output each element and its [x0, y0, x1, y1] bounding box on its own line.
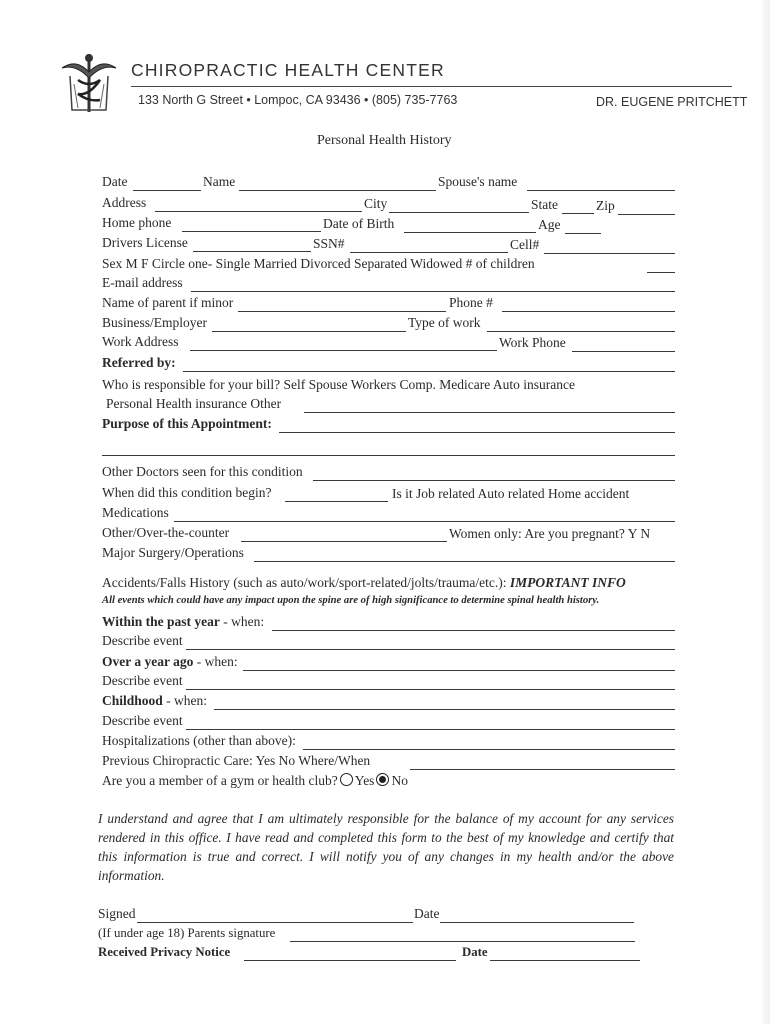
referred-by-label: Referred by: — [102, 355, 176, 370]
accidents-text: Accidents/Falls History (such as auto/work/sport-related/jolts/trauma/etc.): — [102, 575, 510, 590]
other-doctors-field[interactable] — [313, 480, 675, 481]
past-year-when-field[interactable] — [272, 630, 675, 631]
drivers-license-field[interactable] — [193, 251, 311, 252]
over-year-label: Over a year ago — [102, 654, 194, 669]
gym-no-label: No — [391, 773, 408, 788]
address-label: Address — [102, 195, 147, 210]
important-info: IMPORTANT INFO — [509, 575, 626, 590]
surgery-field[interactable] — [254, 561, 675, 562]
childhood-describe-label: Describe event — [102, 713, 183, 728]
childhood-when: - when: — [162, 693, 208, 708]
parent-label: Name of parent if minor — [102, 295, 234, 310]
type-of-work-field[interactable] — [487, 331, 675, 332]
gym-no-radio[interactable] — [376, 773, 389, 786]
employer-field[interactable] — [212, 331, 406, 332]
logo — [58, 50, 120, 116]
past-year-describe-label: Describe event — [102, 633, 183, 648]
cell-field[interactable] — [544, 253, 675, 254]
spouse-name-field[interactable] — [527, 190, 675, 191]
past-year-when: - when: — [219, 614, 265, 629]
medications-label: Medications — [102, 505, 169, 520]
address-field[interactable] — [155, 211, 362, 212]
parents-sig-label: (If under age 18) Parents signature — [98, 926, 276, 940]
dob-field[interactable] — [404, 232, 536, 233]
state-field[interactable] — [562, 213, 594, 214]
email-field[interactable] — [191, 291, 675, 292]
childhood-describe-field[interactable] — [186, 729, 675, 730]
children-field[interactable] — [647, 272, 675, 273]
sex-marital-row[interactable]: Sex M F Circle one- Single Married Divorced Separated Widowed # of children — [102, 256, 535, 271]
gym-question: Are you a member of a gym or health club? — [102, 773, 338, 788]
name-field[interactable] — [239, 190, 436, 191]
work-phone-field[interactable] — [572, 351, 675, 352]
home-phone-label: Home phone — [102, 215, 172, 230]
work-address-label: Work Address — [102, 334, 179, 349]
state-label: State — [531, 197, 558, 212]
work-phone-label: Work Phone — [499, 335, 566, 350]
when-begin-field[interactable] — [285, 501, 388, 502]
doctor-name: DR. EUGENE PRITCHETT — [596, 95, 748, 109]
when-begin-label: When did this condition begin? — [102, 485, 272, 500]
parents-sig-field[interactable] — [290, 941, 635, 942]
privacy-field[interactable] — [244, 960, 456, 961]
ssn-label: SSN# — [313, 236, 345, 251]
purpose-field-2[interactable] — [102, 455, 675, 456]
date-field[interactable] — [133, 190, 201, 191]
medications-field[interactable] — [174, 521, 675, 522]
drivers-license-label: Drivers License — [102, 235, 188, 250]
privacy-date-label: Date — [462, 945, 488, 959]
gym-row — [102, 773, 408, 789]
referred-by-field[interactable] — [183, 371, 675, 372]
other-doctors-label: Other Doctors seen for this condition — [102, 464, 303, 479]
home-phone-field[interactable] — [182, 231, 321, 232]
childhood-label: Childhood — [102, 693, 163, 708]
phone-label: Phone # — [449, 295, 493, 310]
accidents-label — [102, 575, 626, 591]
parent-field[interactable] — [238, 311, 446, 312]
zip-field[interactable] — [618, 214, 675, 215]
over-year-when: - when: — [193, 654, 238, 669]
childhood-when-field[interactable] — [214, 709, 675, 710]
city-field[interactable] — [389, 212, 529, 213]
org-name: CHIROPRACTIC HEALTH CENTER — [131, 60, 445, 80]
hospitalizations-label: Hospitalizations (other than above): — [102, 733, 296, 748]
age-field[interactable] — [565, 233, 601, 234]
purpose-label: Purpose of this Appointment: — [102, 416, 272, 431]
age-label: Age — [538, 217, 561, 232]
past-year-row — [102, 614, 264, 630]
employer-label: Business/Employer — [102, 315, 207, 330]
zip-label: Zip — [596, 198, 615, 213]
spouse-name-label: Spouse's name — [438, 174, 518, 189]
dob-label: Date of Birth — [323, 216, 395, 231]
privacy-date-field[interactable] — [490, 960, 640, 961]
purpose-field[interactable] — [279, 432, 675, 433]
gym-yes-label: Yes — [354, 773, 375, 788]
prev-chiro-field[interactable] — [410, 769, 675, 770]
past-year-label: Within the past year — [102, 614, 220, 629]
signed-label: Signed — [98, 906, 136, 921]
responsible-row[interactable]: Who is responsible for your bill? Self Spouse Workers Comp. Medicare Auto insurance — [102, 377, 575, 392]
caduceus-emblem-icon — [58, 50, 120, 116]
prev-chiro-row[interactable]: Previous Chiropractic Care: Yes No Where/When — [102, 753, 371, 768]
pregnant-row[interactable]: Women only: Are you pregnant? Y N — [449, 526, 651, 541]
surgery-label: Major Surgery/Operations — [102, 545, 244, 560]
city-label: City — [364, 196, 388, 211]
hospitalizations-field[interactable] — [303, 749, 675, 750]
date-label: Date — [102, 174, 128, 189]
gym-yes-radio[interactable] — [340, 773, 353, 786]
email-label: E-mail address — [102, 275, 183, 290]
work-address-field[interactable] — [190, 350, 497, 351]
name-label: Name — [203, 174, 236, 189]
accidents-note: All events which could have any impact upon the spine are of high significance to determine spinal health history. — [102, 595, 600, 606]
sign-date-label: Date — [414, 906, 440, 921]
header-rule — [131, 86, 732, 87]
over-year-row — [102, 654, 238, 670]
type-of-work-label: Type of work — [408, 315, 481, 330]
over-year-describe-label: Describe event — [102, 673, 183, 688]
personal-insurance-field[interactable] — [304, 412, 675, 413]
privacy-label: Received Privacy Notice — [98, 945, 231, 959]
agreement-text: I understand and agree that I am ultimately responsible for the balance of my account for any services rendered in this office. I have read and completed this form to the best of my knowledge and certify that this information is true and correct. I will notify you of any changes in my health and/or the above information. — [98, 811, 674, 883]
over-year-describe-field[interactable] — [186, 689, 675, 690]
cell-label: Cell# — [510, 237, 540, 252]
sign-date-field[interactable] — [440, 922, 634, 923]
form-title: Personal Health History — [317, 133, 452, 148]
personal-insurance-label: Personal Health insurance Other — [106, 396, 282, 411]
scan-edge — [762, 0, 770, 1024]
org-address: 133 North G Street • Lompoc, CA 93436 • (805) 735-7763 — [138, 93, 458, 107]
signed-field[interactable] — [137, 922, 413, 923]
ssn-field[interactable] — [350, 252, 508, 253]
childhood-row — [102, 693, 207, 709]
otc-field[interactable] — [241, 541, 447, 542]
phone-field[interactable] — [502, 311, 675, 312]
over-year-when-field[interactable] — [243, 670, 675, 671]
is-it-row[interactable]: Is it Job related Auto related Home accident — [392, 486, 630, 501]
past-year-describe-field[interactable] — [186, 649, 675, 650]
otc-label: Other/Over-the-counter — [102, 525, 230, 540]
